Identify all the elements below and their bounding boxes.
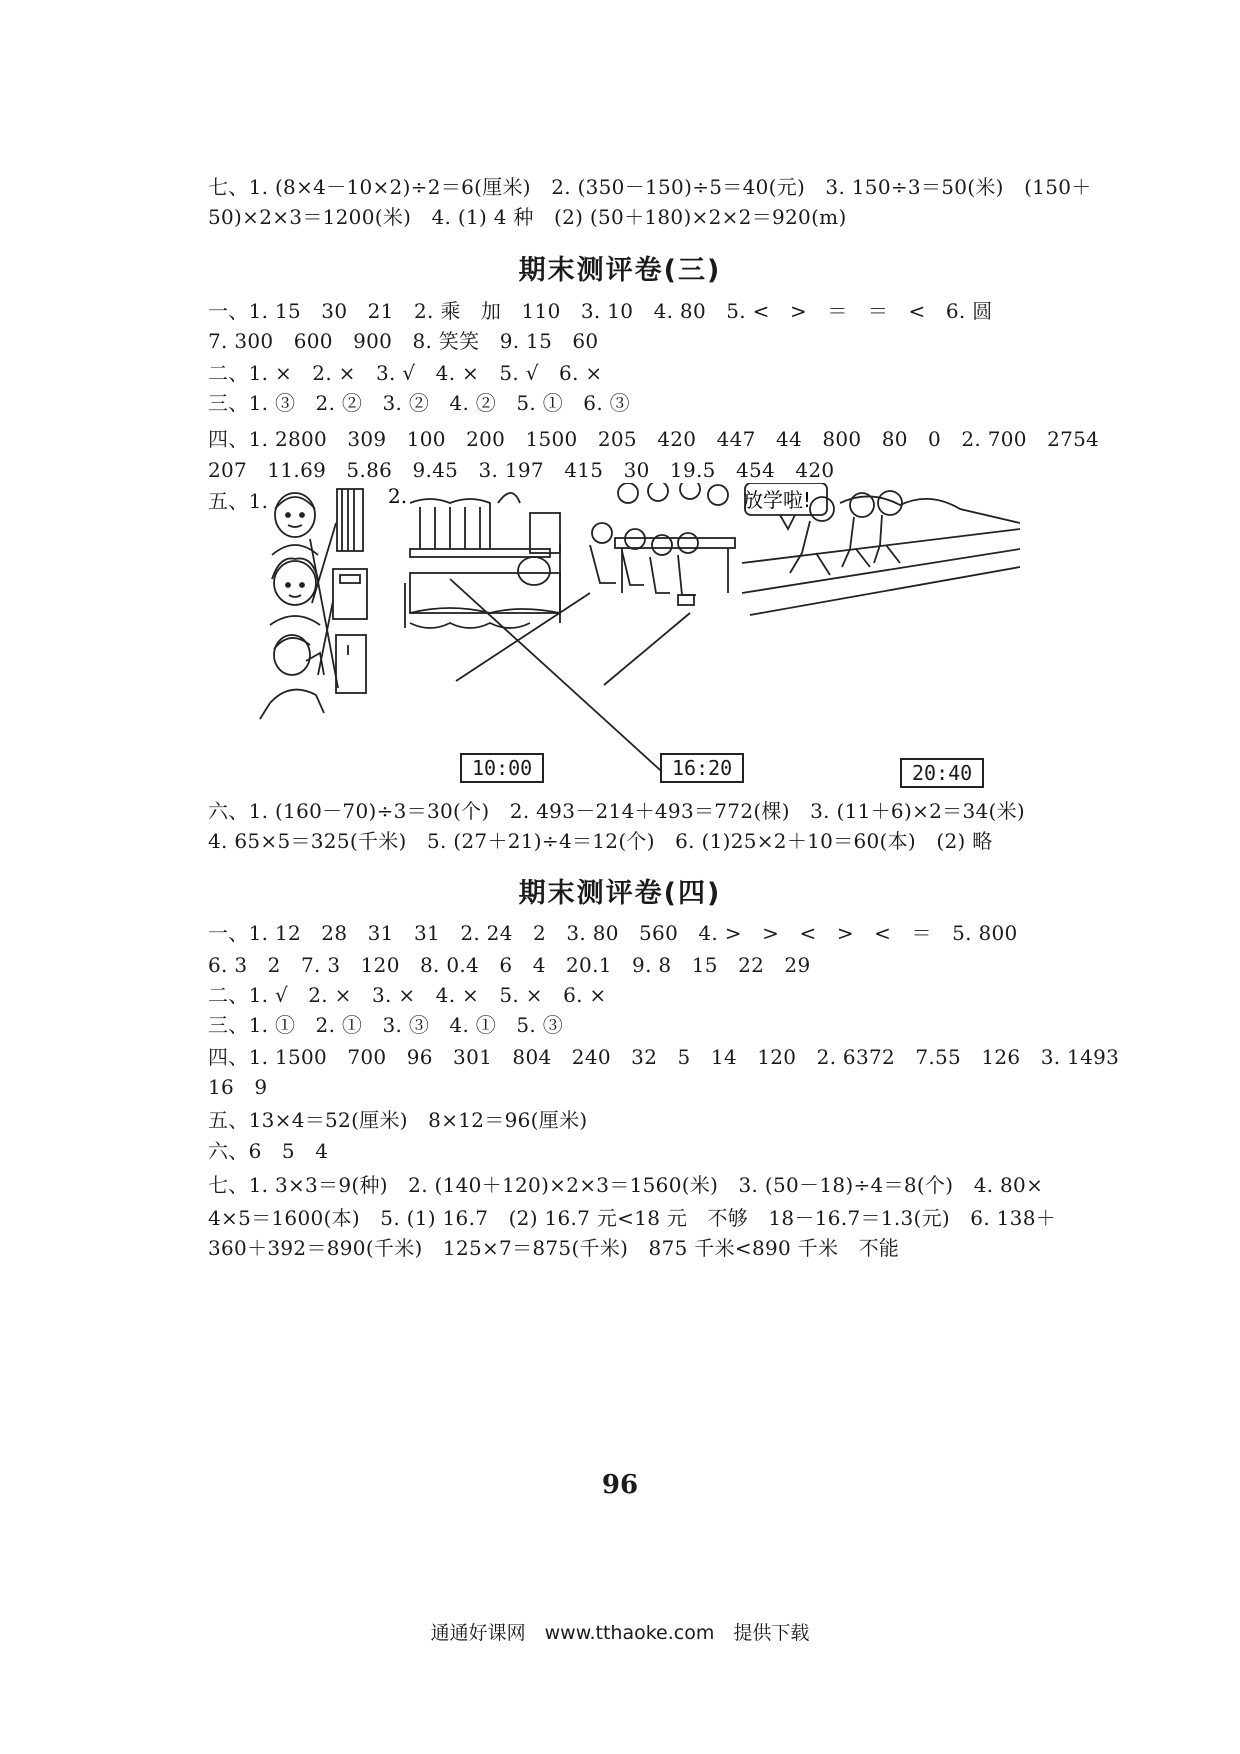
time-box-1: 10:00 (460, 753, 544, 783)
exam3-line-5: 四、1. 2800 309 100 200 1500 205 420 447 44 800 80 0 2. 700 2754 (208, 427, 1100, 451)
exam4-line-5: 四、1. 1500 700 96 301 804 240 32 5 14 120 2. 6372 7.55 126 3. 1493 (208, 1045, 1120, 1069)
exam3-section6-line-2: 4. 65×5＝325(千米) 5. (27＋21)÷4＝12(个) 6. (1)25×2＋10＝60(本) (2) 略 (208, 829, 993, 853)
child-phone-figure (260, 635, 324, 719)
exam3-line-6: 207 11.69 5.86 9.45 3. 197 415 30 19.5 454 420 (208, 458, 835, 482)
page-number: 96 (601, 1470, 639, 1500)
classroom-scene (590, 483, 735, 605)
matching-figure-svg (250, 483, 1020, 790)
exam3-section6-line-1: 六、1. (160－70)÷3＝30(个) 2. 493－214＋493＝772(棵) 3. (11＋6)×2＝34(米) (208, 799, 1026, 823)
exam4-line-4: 三、1. ① 2. ① 3. ③ 4. ① 5. ③ (208, 1013, 563, 1037)
exam3-section5-q2: 2. (388, 484, 408, 508)
exam4-line-10: 4×5＝1600(本) 5. (1) 16.7 (2) 16.7 元<18 元 不够 18－16.7＝1.3(元) 6. 138＋ (208, 1206, 1057, 1230)
girl-figure (270, 558, 320, 625)
exam4-line-9: 七、1. 3×3＝9(种) 2. (140＋120)×2×3＝1560(米) 3. (50－18)÷4＝8(个) 4. 80× (208, 1173, 1044, 1197)
exam4-line-11: 360＋392＝890(千米) 125×7＝875(千米) 875 千米<890 千米 不能 (208, 1236, 900, 1260)
exam3-section5-label: 五、1. (208, 489, 269, 513)
time-box-3: 20:40 (900, 758, 984, 788)
exam3-line-3: 二、1. × 2. × 3. √ 4. × 5. √ 6. × (208, 361, 603, 385)
top-line-2: 50)×2×3＝1200(米) 4. (1) 4 种 (2) (50＋180)×2×2＝920(m) (208, 205, 847, 229)
exam4-line-7: 五、13×4＝52(厘米) 8×12＝96(厘米) (208, 1108, 588, 1132)
exam4-line-2: 6. 3 2 7. 3 120 8. 0.4 6 4 20.1 9. 8 15 22 29 (208, 953, 811, 977)
time-box-2: 16:20 (660, 753, 744, 783)
exam4-title: 期末测评卷(四) (518, 878, 722, 909)
top-line-1: 七、1. (8×4－10×2)÷2＝6(厘米) 2. (350－150)÷5＝40(元) 3. 150÷3＝50(米) (150＋ (208, 175, 1092, 199)
book-math (333, 569, 367, 619)
book-stack (337, 489, 363, 551)
book-notebook (336, 635, 366, 693)
speech-bubble-text: 放学啦! (743, 488, 812, 512)
exam4-line-3: 二、1. √ 2. × 3. × 4. × 5. × 6. × (208, 983, 607, 1007)
exam3-line-2: 7. 300 600 900 8. 笑笑 9. 15 60 (208, 329, 599, 353)
exam3-title: 期末测评卷(三) (518, 255, 722, 286)
footer-source: 通通好课网 www.tthaoke.com 提供下载 (430, 1622, 810, 1644)
exam3-line-1: 一、1. 15 30 21 2. 乘 加 110 3. 10 4. 80 5. < > ＝ ＝ < 6. 圆 (208, 299, 993, 323)
exam4-line-1: 一、1. 12 28 31 31 2. 24 2 3. 80 560 4. > > < > < ＝ 5. 800 (208, 921, 1018, 945)
exam3-line-4: 三、1. ③ 2. ② 3. ② 4. ② 5. ① 6. ③ (208, 391, 630, 415)
matching-figure (250, 483, 1020, 790)
exam4-line-8: 六、6 5 4 (208, 1139, 329, 1163)
exam4-line-6: 16 9 (208, 1075, 268, 1099)
